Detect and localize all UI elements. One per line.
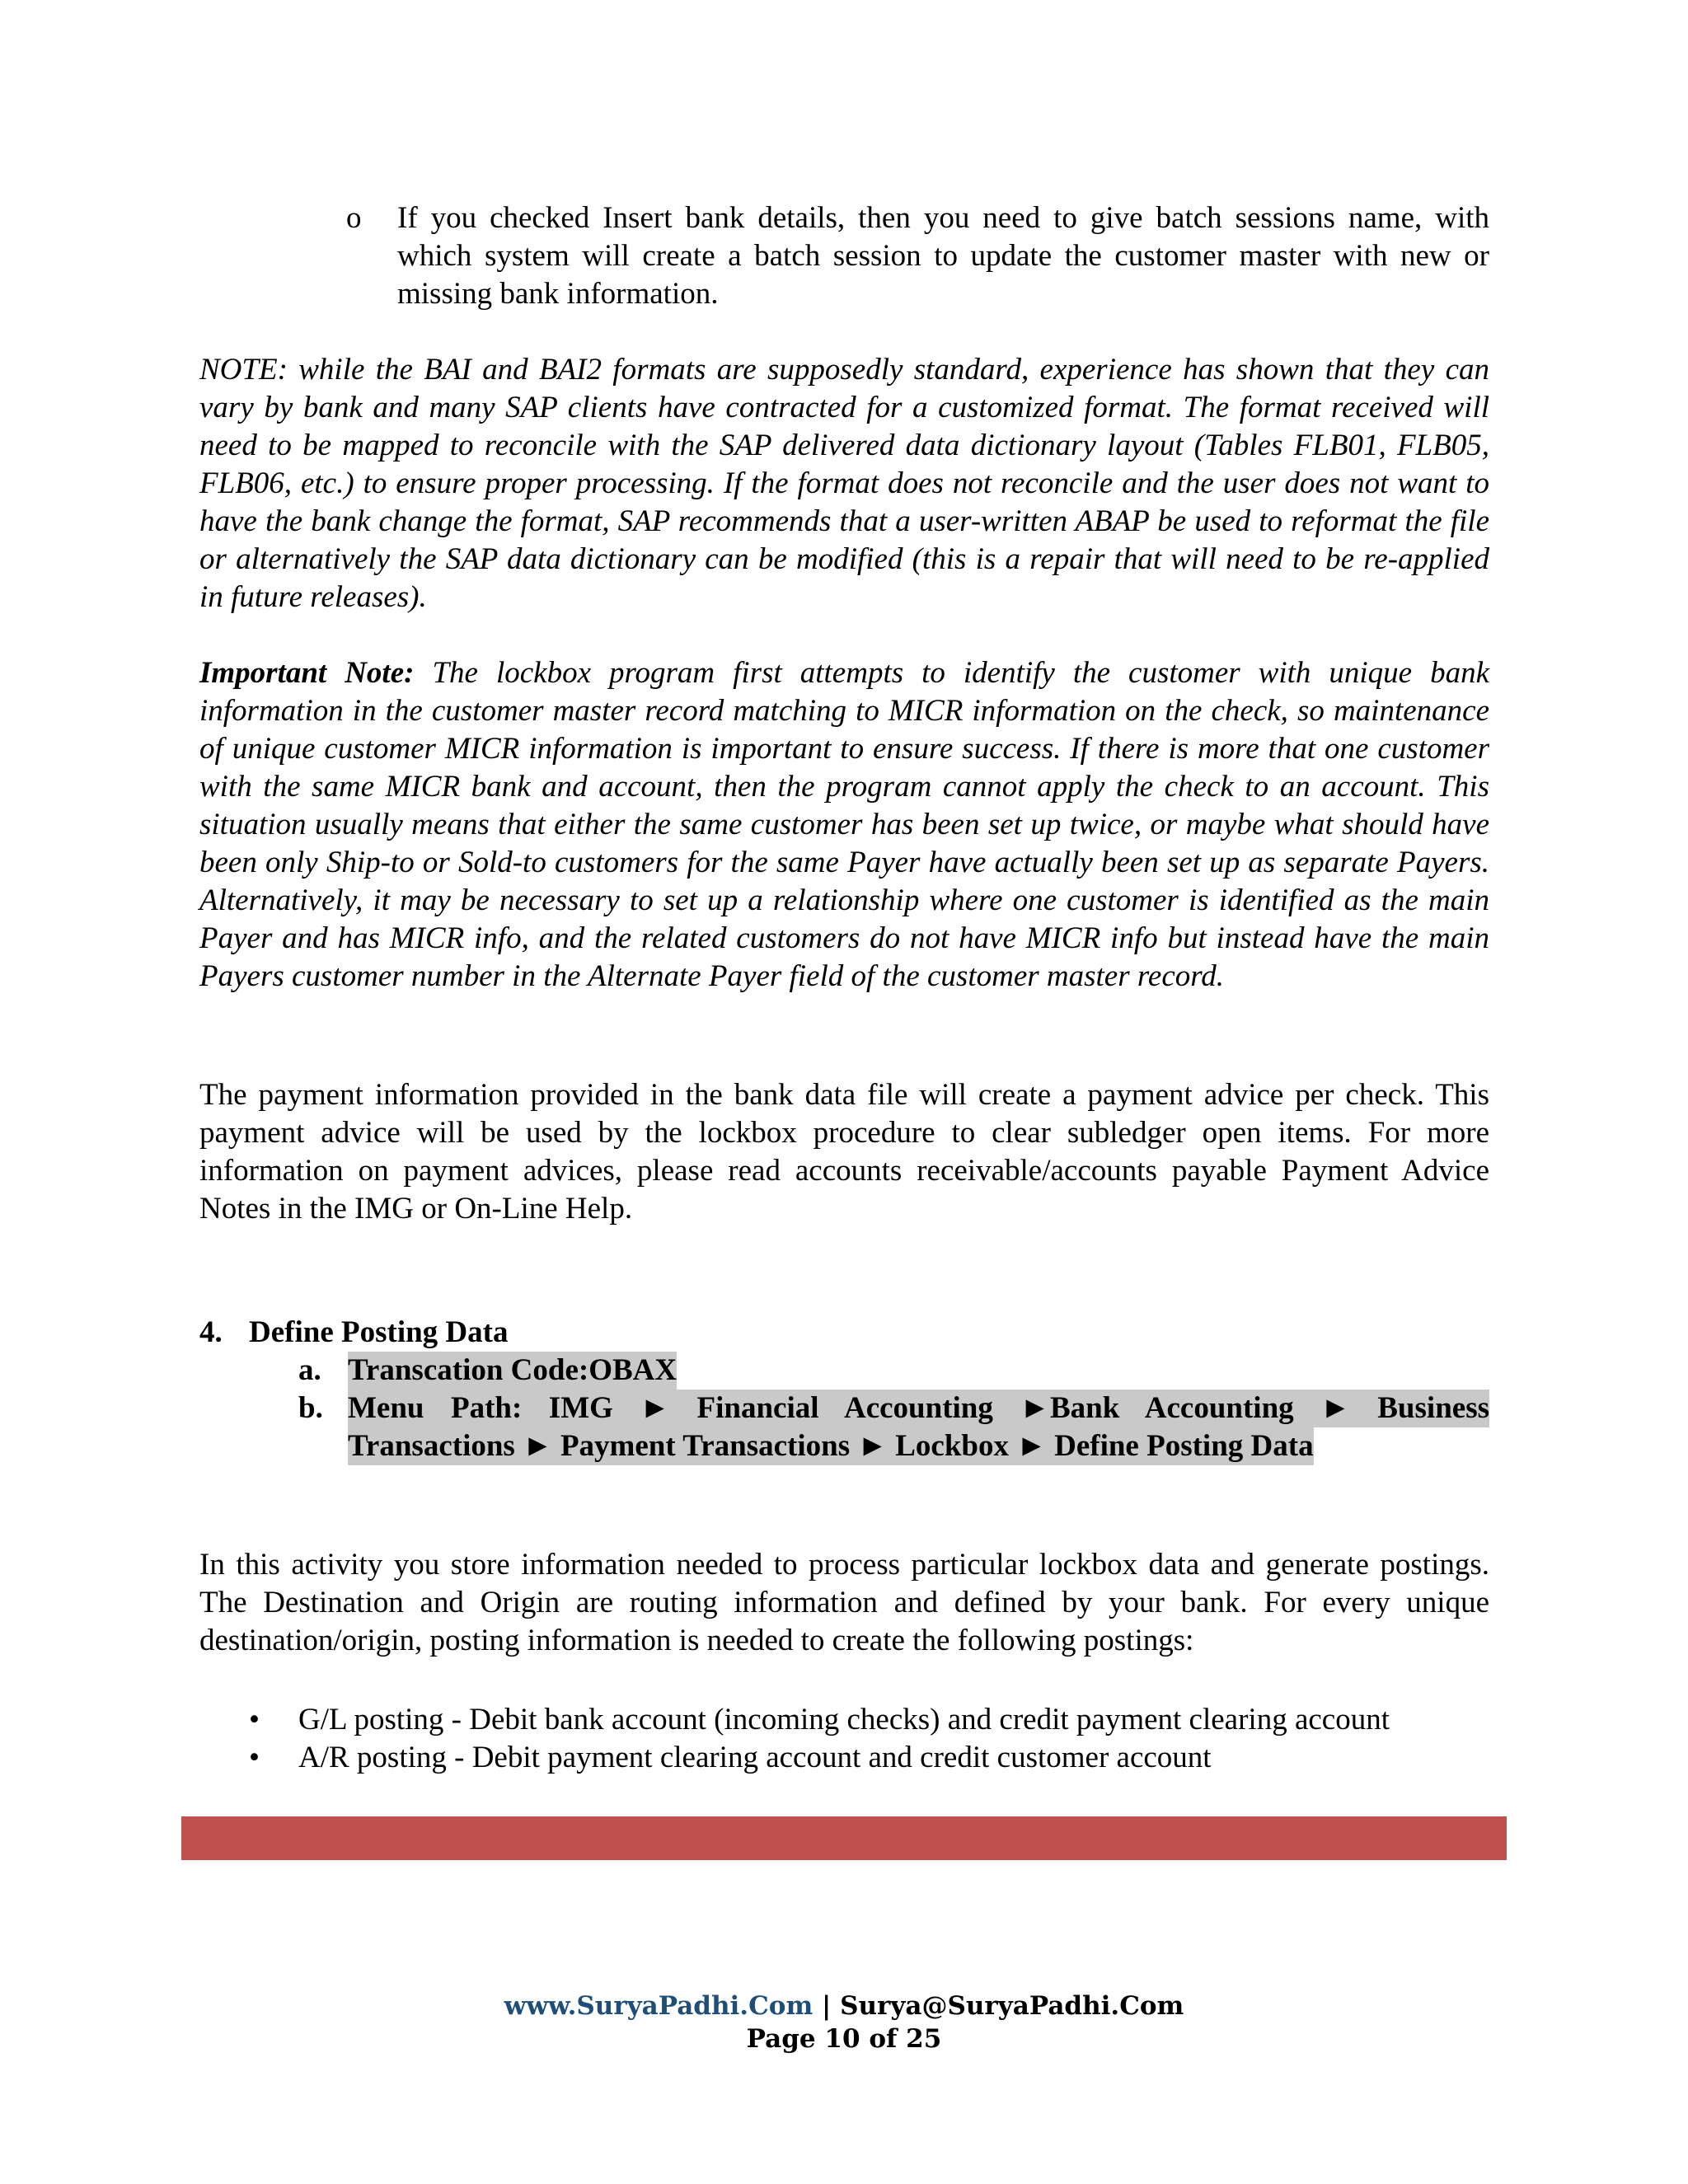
list-item-text: A/R posting - Debit payment clearing account and credit customer account: [298, 1741, 1212, 1774]
sub-bullet-marker: o: [346, 201, 362, 235]
bullet-dot: •: [249, 1741, 260, 1774]
item-b-marker: b.: [298, 1391, 323, 1425]
website-link[interactable]: www.SuryaPadhi.Com: [504, 1991, 814, 2021]
section-number: 4.: [199, 1315, 223, 1349]
page-number: Page 10 of 25: [746, 2024, 942, 2054]
important-note-label: Important Note:: [199, 656, 415, 690]
list-item: [199, 1701, 1489, 1739]
note-paragraph: NOTE: while the BAI and BAI2 formats are supposedly standard, experience has shown that they can vary by bank and many SAP clients have contracted for a customized format. The format received will need to be mapped to reconcile with the SAP delivered data dictionary layout (Tables FLB01, FLB05, FLB06, etc.) to ensure proper processing. If the format does not reconcile and the user does not want to have the bank change the format, SAP recommends that a user-written ABAP be used to reformat the file or alternatively the SAP data dictionary can be modified (this is a repair that will need to be re-applied in future releases).: [199, 353, 1489, 614]
section-heading: [199, 1314, 508, 1352]
footer-separator: |: [822, 1991, 832, 2021]
menu-path-item: [298, 1390, 1489, 1465]
menu-path-line1: Menu Path: IMG ► Financial Accounting ►Bank Accounting ► Business: [348, 1390, 1489, 1427]
email-address: Surya@SuryaPadhi.Com: [840, 1991, 1184, 2021]
payment-advice-paragraph: The payment information provided in the bank data file will create a payment advice per check. This payment advice will be used by the lockbox procedure to clear subledger open items. For more information on payment advices, please read accounts receivable/accounts payable Payment Advice Notes in the IMG or On-Line Help.: [199, 1078, 1489, 1226]
sub-bullet-text: If you checked Insert bank details, then you need to give batch sessions name, with which system will create a batch session to update the customer master with new or missing bank information.: [397, 201, 1489, 311]
list-item-text: G/L posting - Debit bank account (incoming checks) and credit payment clearing account: [298, 1703, 1390, 1736]
item-a-marker: a.: [298, 1353, 321, 1387]
postings-list: [199, 1701, 1489, 1777]
footer-contact: [0, 1990, 1688, 2022]
activity-paragraph: In this activity you store information needed to process particular lockbox data and generate postings. The Destination and Origin are routing information and defined by your bank. For every unique destination/origin, posting information is needed to create the following postings:: [199, 1548, 1489, 1657]
bullet-dot: •: [249, 1703, 260, 1736]
transaction-code-text: Transcation Code:OBAX: [348, 1352, 677, 1390]
section-title: Define Posting Data: [249, 1315, 509, 1349]
important-note-text: The lockbox program first attempts to identify the customer with unique bank information in the customer master record matching to MICR information on the check, so maintenance of unique customer MICR information is important to ensure success. If there is more that one customer with the same MICR bank and account, then the program cannot apply the check to an account. This situation usually means that either the same customer has been set up twice, or maybe what should have been only Ship-to or Sold-to customers for the same Payer have actually been set up as separate Payers. Alternatively, it may be necessary to set up a relationship where one customer is identified as the main Payer and has MICR info, and the related customers do not have MICR info but instead have the main Payers customer number in the Alternate Payer field of the customer master record.: [199, 656, 1489, 993]
footer-bar: [181, 1816, 1507, 1860]
menu-path-line2: Transactions ► Payment Transactions ► Lockbox ► Define Posting Data: [348, 1427, 1314, 1465]
list-item: [199, 1739, 1489, 1777]
important-note-paragraph: [199, 654, 1489, 996]
